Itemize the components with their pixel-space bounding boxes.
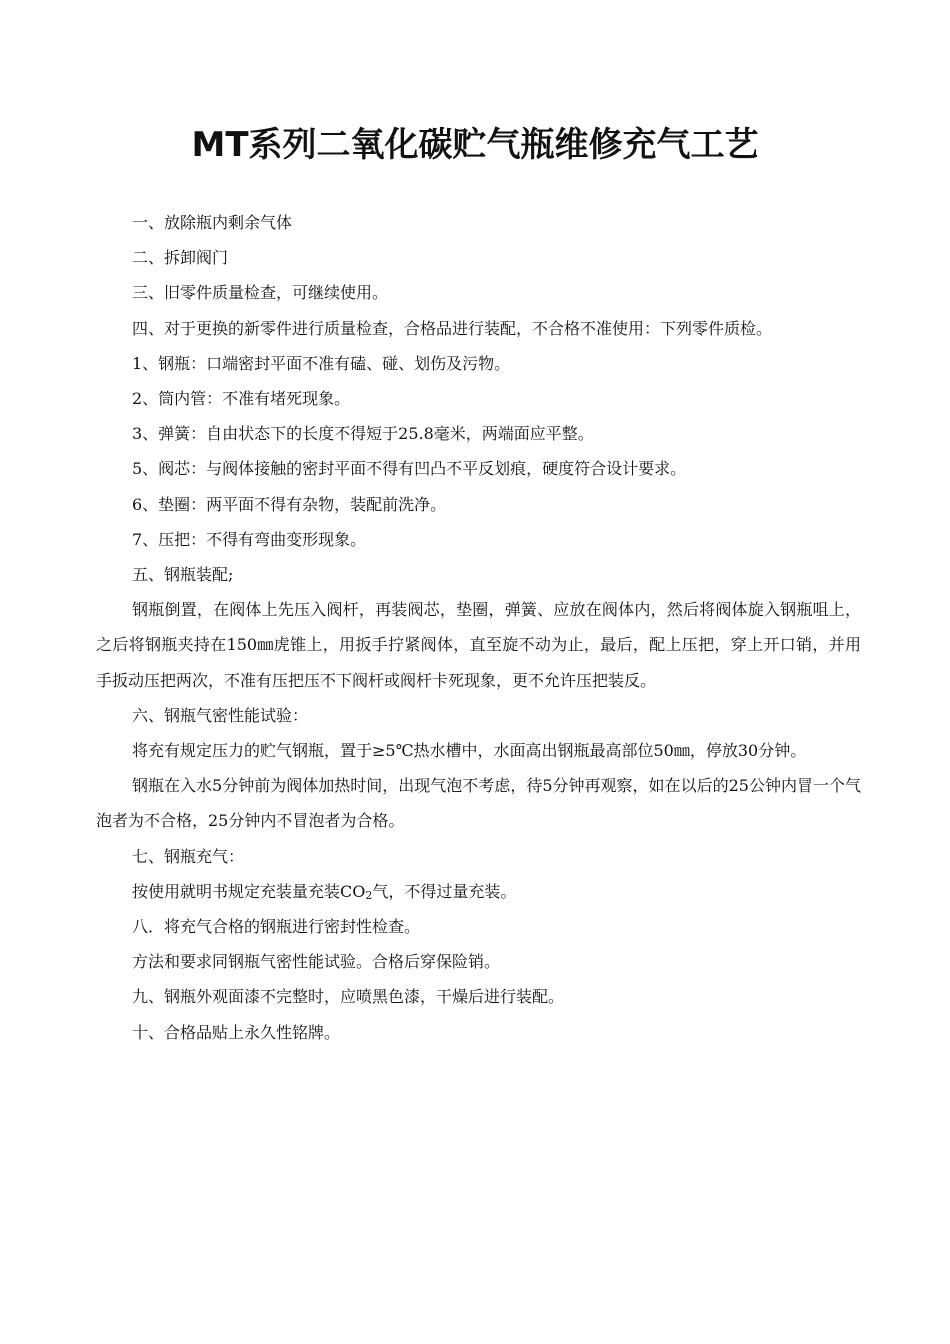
paragraph-step-7: 七、钢瓶充气： [132,846,245,866]
paragraph-test-2: 钢瓶在入水5分钟前为阀体加热时间，出现气泡不考虑，待5分钟再观察，如在以后的25公钟内冒一个气泡者为不合格，25分钟内不冒泡者为合格。 [96,776,861,831]
charge-subscript: 2 [365,888,373,902]
document-body [96,205,861,1050]
paragraph-step-9: 九、钢瓶外观面漆不完整时，应喷黑色漆，干燥后进行装配。 [132,987,565,1007]
paragraph-item-2: 2、筒内管：不准有堵死现象。 [132,389,351,409]
paragraph-step-5: 五、钢瓶装配; [132,565,234,585]
paragraph-step-3: 三、旧零件质量检查，可继续使用。 [132,283,389,303]
charge-text-before: 按使用就明书规定充装量充装CO [132,881,366,901]
paragraph-charge [96,874,861,909]
paragraph-item-7: 7、压把：不得有弯曲变形现象。 [132,529,367,549]
charge-text-after: 气，不得过量充装。 [372,881,517,901]
paragraph-step-6: 六、钢瓶气密性能试验： [132,705,309,725]
paragraph-step-10: 十、合格品贴上永久性铭牌。 [132,1022,341,1042]
paragraph-item-1: 1、钢瓶：口端密封平面不准有磕、碰、划伤及污物。 [132,353,511,373]
paragraph-assembly: 钢瓶倒置，在阀体上先压入阀杆，再装阀芯，垫圈，弹簧、应放在阀体内，然后将阀体旋入钢瓶咀上，之后将钢瓶夹持在150㎜虎锥上，用扳手拧紧阀体，直至旋不动为止，最后，配上压把，穿上开口销，并用手扳动压把两次，不准有压把压不下阀杆或阀杆卡死现象，更不允许压把装反。 [96,600,861,690]
paragraph-item-6: 6、垫圈：两平面不得有杂物，装配前洗净。 [132,494,447,514]
paragraph-step-8: 八．将充气合格的钢瓶进行密封性检查。 [132,917,421,937]
paragraph-test-1: 将充有规定压力的贮气钢瓶，置于≥5℃热水槽中，水面高出钢瓶最高部位50㎜，停放30分钟。 [132,741,807,761]
paragraph-item-3: 3、弹簧：自由状态下的长度不得短于25.8毫米，两端面应平整。 [132,424,594,444]
paragraph-item-5: 5、阀芯：与阀体接触的密封平面不得有凹凸不平反划痕，硬度符合设计要求。 [132,459,687,479]
paragraph-method: 方法和要求同钢瓶气密性能试验。合格后穿保险销。 [132,952,501,972]
paragraph-step-1: 一、放除瓶内剩余气体 [132,213,293,232]
paragraph-step-2: 二、拆卸阀门 [132,248,229,268]
paragraph-step-4: 四、对于更换的新零件进行质量检查，合格品进行装配，不合格不准使用：下列零件质检。 [132,318,773,338]
document-title: MT系列二氧化碳贮气瓶维修充气工艺 [191,125,759,165]
